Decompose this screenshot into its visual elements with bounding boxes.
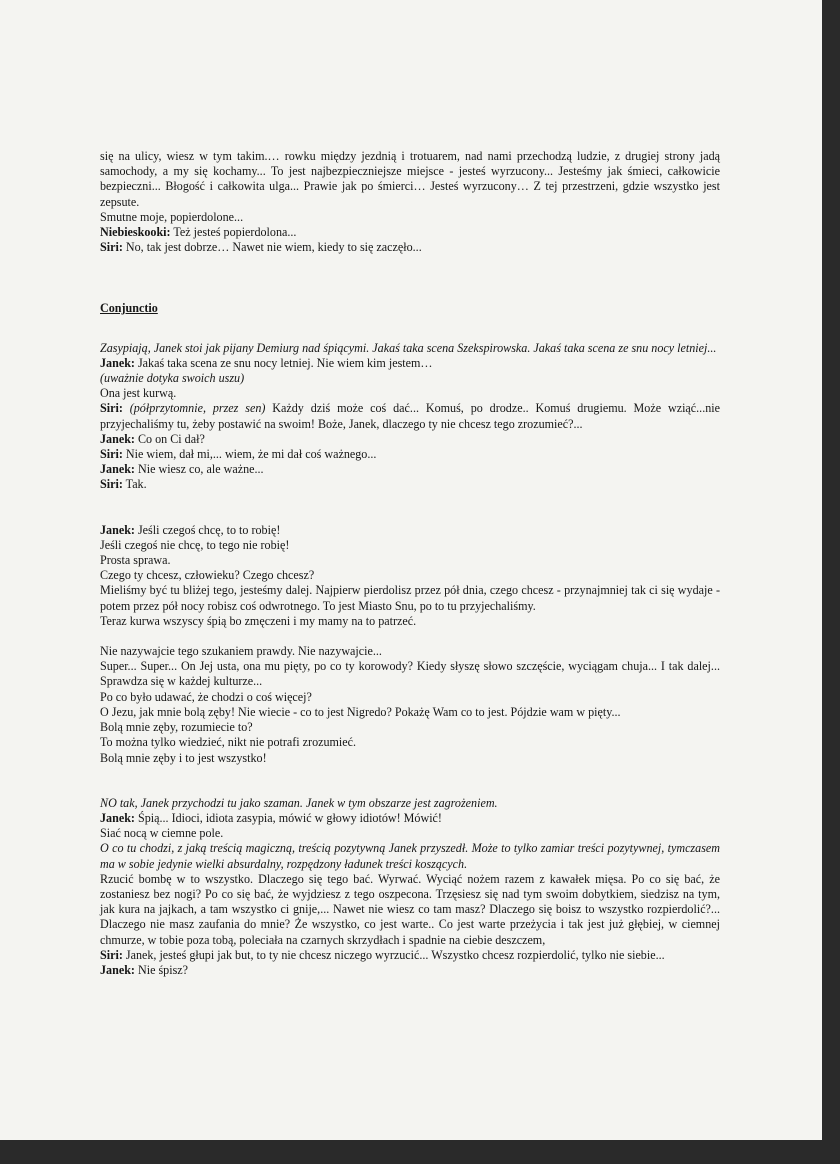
dialogue-line (100, 401, 720, 431)
dialogue-line (100, 432, 720, 447)
text-line: Bolą mnie zęby, rozumiecie to? (100, 720, 253, 735)
speaker-name: Janek: (100, 431, 135, 446)
text-line: Nie nazywajcie tego szukaniem prawdy. Nie nazywajcie... (100, 644, 382, 659)
scene-heading: Conjunctio (100, 301, 158, 316)
text-paragraph: Super... Super... On Jej usta, ona mu pięty, po co ty korowody? Kiedy słyszę słowo szczęście, wyciągam chuja... I tak dalej... Sprawdza się w każdej kulturze... (100, 659, 720, 689)
text-line: Ona jest kurwą. (100, 386, 177, 401)
speaker-name: Siri: (100, 947, 123, 962)
text-line: Bolą mnie zęby i to jest wszystko! (100, 750, 267, 765)
stage-direction: Zasypiają, Janek stoi jak pijany Demiurg nad śpiącymi. Jakaś taka scena Szekspirowska. Jakaś taka scena ze snu nocy letniej... (100, 340, 717, 355)
dialogue-text: No, tak jest dobrze… Nawet nie wiem, kiedy to się zaczęło... (122, 240, 422, 255)
text-paragraph: Mieliśmy być tu bliżej tego, jesteśmy dalej. Najpierw pierdolisz przez pół dnia, czego chcesz - przynajmniej tak ci się wydaje - potem przez pół nocy robisz coś odwrotnego. To jest Miasto Snu, po to tu przyjechaliśmy. (100, 583, 720, 613)
speaker-name: Janek: (100, 962, 135, 977)
text-paragraph: Rzucić bombę w to wszystko. Dlaczego się tego bać. Wyrwać. Wyciąć nożem razem z kawałek mięsa. Po co się bać, że zostaniesz bez nogi? Po co się bać, że wyjdziesz z tego oszpecona. Trzęsiesz się nad tym swoim dobytkiem, siedzisz na tym, jak kura na jajkach, a tam wszystko ci gnije,... Nawet nie wiesz co tam masz? Dlaczego się boisz to wszystko rozpierdolić?... Dlaczego nie masz zaufania do mnie? Że wszystko, co jest warte.. Co jest warte przeżycia i tak jest już głębiej, w ciemnej chmurze, w tobie poza tobą, poleciała na czarnych skrzydłach i spadnie na ciebie deszczem, (100, 871, 720, 947)
text-line: Siać nocą w ciemne pole. (100, 826, 224, 841)
dialogue-text: Nie wiesz co, ale ważne... (134, 462, 264, 477)
monologue-paragraph: się na ulicy, wiesz w tym takim.… rowku między jezdnią i trotuarem, nad nami przechodzą ludzie, z drugiej strony jadą samochody, a my się kochamy... To jest najbezpieczniejsze miejsce - jesteś wyrzucony... Jesteśmy jak śmieci, całkowicie bezpieczni... Błogość i całkowita ulga... Prawie jak po śmierci… Jesteś wyrzucony… Z tej przestrzeni, gdzie wszystko jest zepsute. (100, 149, 720, 209)
speaker-name: Janek: (100, 462, 135, 477)
dialogue-line (100, 963, 720, 978)
speaker-name: Janek: (100, 355, 135, 370)
dialogue-line (100, 447, 720, 462)
script-text (100, 149, 720, 978)
dialogue-text: Każdy dziś może coś dać... Komuś, po drodze.. Komuś drugiemu. Może wziąć...nie przyjechaliśmy tu, żeby postawić na swoim! Boże, Janek, dlaczego ty nie chcesz tego zrozumieć?... (100, 401, 721, 431)
speaker-name: Janek: (100, 522, 135, 537)
speaker-name: Siri: (100, 401, 123, 416)
dialogue-line (100, 477, 720, 492)
speaker-name: Siri: (100, 447, 123, 462)
text-line: Prosta sprawa. (100, 553, 171, 568)
speaker-name: Janek: (100, 810, 135, 825)
dialogue-line (100, 462, 720, 477)
text-line: Teraz kurwa wszyscy śpią bo zmęczeni i my mamy na to patrzeć. (100, 613, 417, 628)
dialogue-text: Tak. (122, 477, 147, 492)
stage-direction: (półprzytomnie, przez sen) (122, 401, 266, 416)
dialogue-text: Janek, jesteś głupi jak but, to ty nie chcesz niczego wyrzucić... Wszystko chcesz rozpierdolić, tylko nie siebie... (122, 947, 665, 962)
dialogue-line (100, 240, 720, 255)
text-line: Jeśli czegoś nie chcę, to tego nie robię! (100, 537, 290, 552)
speaker-name: Siri: (100, 477, 123, 492)
dialogue-text: Też jesteś popierdolona... (170, 225, 297, 240)
text-line: O Jezu, jak mnie bolą zęby! Nie wiecie - co to jest Nigredo? Pokażę Wam co to jest. Pójdzie wam w pięty... (100, 704, 621, 719)
dialogue-line (100, 811, 720, 826)
text-line: Po co było udawać, że chodzi o coś więcej? (100, 689, 312, 704)
dialogue-text: Nie śpisz? (134, 962, 189, 977)
dialogue-line (100, 225, 720, 240)
dialogue-text: Jakaś taka scena ze snu nocy letniej. Nie wiem kim jestem… (134, 355, 433, 370)
text-line: Czego ty chcesz, człowieku? Czego chcesz? (100, 568, 315, 583)
stage-direction: NO tak, Janek przychodzi tu jako szaman. Janek w tym obszarze jest zagrożeniem. (100, 795, 498, 810)
dialogue-text: Jeśli czegoś chcę, to to robię! (134, 522, 281, 537)
dialogue-line (100, 948, 720, 963)
speaker-name: Siri: (100, 240, 123, 255)
stage-direction: (uważnie dotyka swoich uszu) (100, 371, 245, 386)
dialogue-line (100, 523, 720, 538)
text-line: To można tylko wiedzieć, nikt nie potrafi zrozumieć. (100, 735, 357, 750)
speaker-name: Niebieskooki: (100, 225, 171, 240)
dialogue-text: Co on Ci dał? (134, 431, 205, 446)
text-line: Smutne moje, popierdolone... (100, 209, 244, 224)
stage-direction: O co tu chodzi, z jaką treścią magiczną, treścią pozytywną Janek przyszedł. Może to tylko zamiar treści pozytywnej, tymczasem ma w sobie jedynie wielki absurdalny, rozpędzony ładunek treści koszących. (100, 841, 720, 871)
dialogue-text: Nie wiem, dał mi,... wiem, że mi dał coś ważnego... (122, 447, 377, 462)
dialogue-line (100, 356, 720, 371)
dialogue-text: Śpią... Idioci, idiota zasypia, mówić w głowy idiotów! Mówić! (134, 810, 442, 825)
